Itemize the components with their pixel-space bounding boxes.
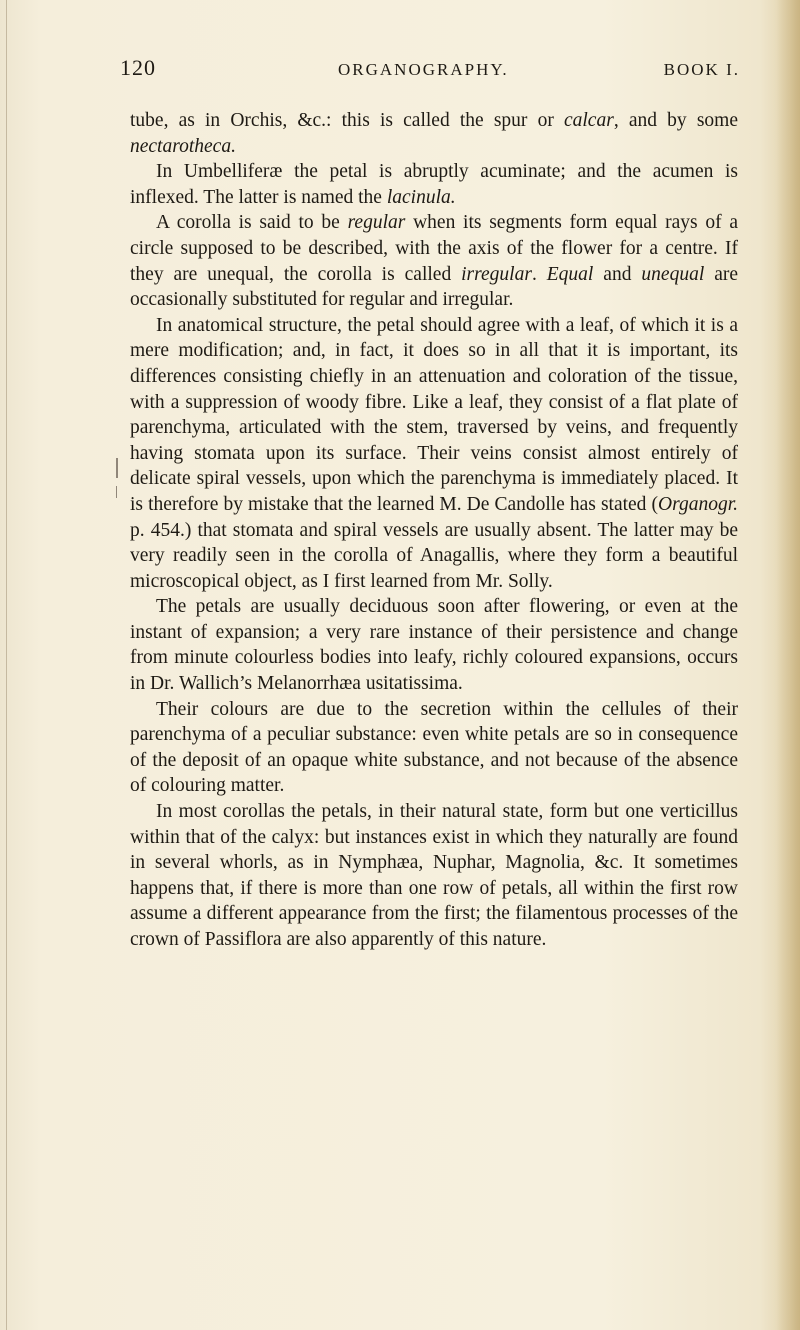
italic-term: nectarotheca.	[130, 135, 236, 157]
text-run: .	[531, 263, 547, 285]
text-run: p. 454.) that stomata and spiral vessels are usually absent. The latter may be very readily seen in the corolla of Anagallis, where they form a beautiful microscopical object, as I first learned from Mr. Solly.	[130, 519, 738, 592]
paragraph	[130, 313, 738, 595]
running-title: ORGANOGRAPHY.	[338, 60, 509, 79]
text-run: tube, as in Orchis, &c.: this is called the spur or	[130, 110, 564, 131]
paragraph	[130, 210, 738, 312]
paragraph	[130, 799, 738, 953]
text-run: In Umbelliferæ the petal is abruptly acuminate; and the acumen is inflexed. The latter is named the	[130, 161, 738, 208]
paragraph	[130, 108, 738, 159]
margin-mark	[116, 486, 117, 498]
italic-term: irregular	[461, 263, 532, 285]
page-edge-shadow	[776, 0, 800, 1330]
paragraph	[130, 594, 738, 696]
running-section: BOOK I.	[663, 60, 740, 79]
text-run: A corolla is said to be	[156, 212, 348, 234]
italic-term: lacinula.	[386, 186, 456, 208]
paragraph	[130, 159, 738, 210]
text-run: , and by some	[613, 110, 738, 131]
text-run: and	[593, 263, 642, 285]
body-text	[130, 108, 738, 953]
margin-mark	[116, 458, 118, 478]
text-run: In most corollas the petals, in their natural state, form but one verticillus within that of the calyx: but instances exist in which they naturally are found in several whorls, as in Nymphæa, Nuphar, Magnolia, &c. It sometimes happens that, if there is more than one row of petals, all within the first row assume a different appearance from the first; the filamentous processes of the crown of Passiflora are also apparently of this nature.	[130, 801, 738, 950]
text-run: are occasionally substituted for regular and irregular.	[130, 263, 739, 311]
text-run: Their colours are due to the secretion within the cellules of their parenchyma of a peculiar substance: even white petals are so in consequence of the deposit of an opaque white substance, and not because of the absence of colouring matter.	[130, 698, 738, 797]
italic-term: Organogr.	[658, 493, 738, 515]
text-run: The petals are usually deciduous soon after flowering, or even at the instant of expansion; a very rare instance of their persistence and change from minute colourless bodies into leafy, richly coloured expansions, occurs in Dr. Wallich’s Melanorrhæa usitatissima.	[130, 596, 738, 695]
italic-term: unequal	[641, 263, 705, 285]
text-run: In anatomical structure, the petal should agree with a leaf, of which it is a mere modification; and, in fact, it does so in all that it is important, its differences consisting chiefly in an attenuation and coloration of the tissue, with a suppression of woody fibre. Like a leaf, they consist of a flat plate of parenchyma, articulated with the stem, traversed by veins, and frequently having stomata upon its surface. Their veins consist almost entirely of delicate spiral vessels, upon which the parenchyma is immediately placed. It is therefore by mistake that the learned M. De Candolle has stated (	[130, 314, 738, 515]
page-number: 120	[120, 55, 156, 80]
italic-term: calcar	[563, 110, 614, 131]
running-head	[120, 55, 740, 83]
italic-term: Equal	[546, 263, 594, 285]
italic-term: regular	[347, 212, 406, 234]
paragraph	[130, 697, 738, 799]
page-left-edge	[6, 0, 7, 1330]
text-run: when its segments form equal rays of a circle supposed to be described, with the axis of the flower for a centre. If they are unequal, the corolla is called	[130, 212, 738, 285]
